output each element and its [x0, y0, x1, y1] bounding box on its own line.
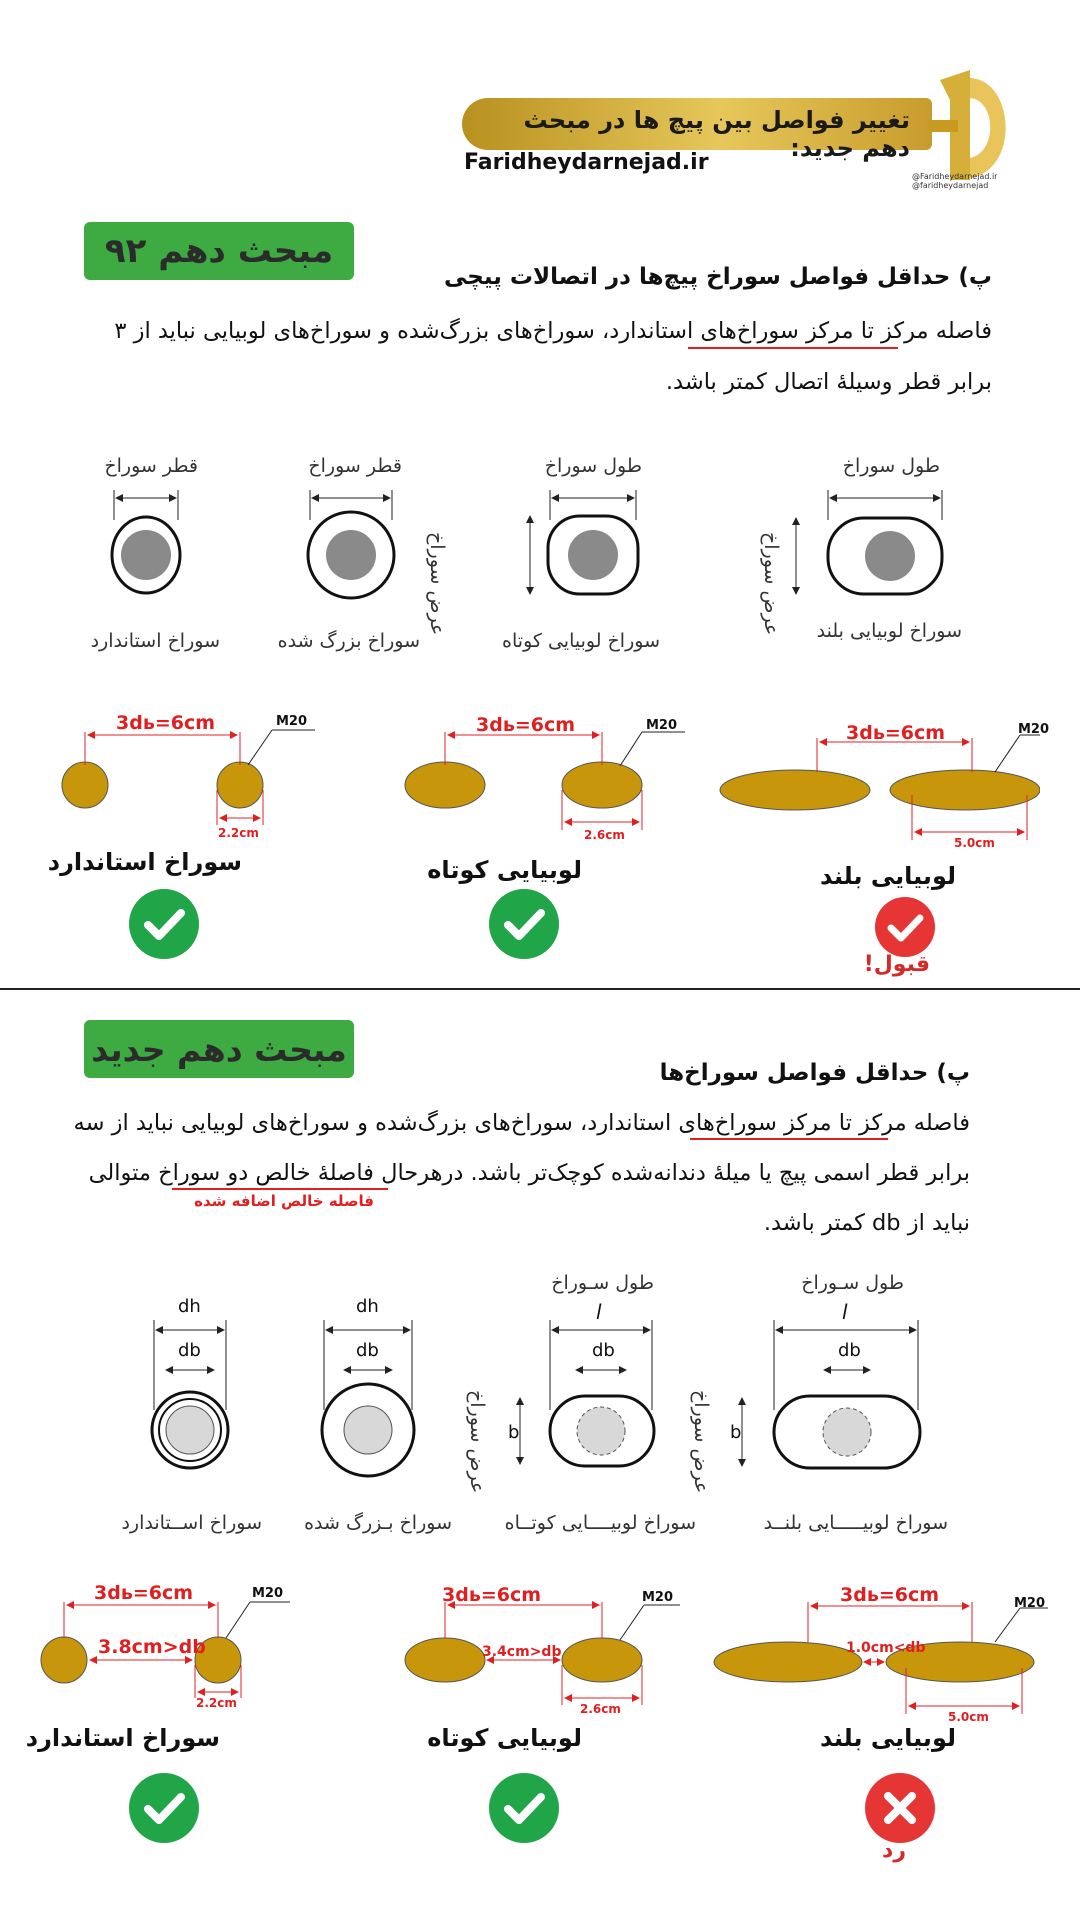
- old-name-short-slot: سوراخ لوبیایی کوتاه: [502, 630, 660, 652]
- new-label-dh-1: dh: [178, 1296, 201, 1317]
- paragraph-new-line2: برابر قطر اسمی پیچ یا میلهٔ دندانه‌شده کوچک‌تر باشد. درهرحال فاصلهٔ خالص دو سوراخ متوالی: [88, 1160, 970, 1186]
- new-label-width-2: عرض سوراخ: [690, 1390, 712, 1494]
- new-caption-short: لوبیایی کوتاه: [427, 1724, 582, 1752]
- old-bolt-3: M20: [1018, 722, 1050, 737]
- new-label-length-2: طول سـوراخ: [801, 1272, 904, 1294]
- new-bolt-2: M20: [642, 1590, 674, 1605]
- new-name-long-slot: سوراخ لوبیـــــایی بلنــد: [763, 1512, 948, 1534]
- underline-old: [688, 347, 898, 349]
- website-url[interactable]: Faridheydarnejad.ir: [464, 150, 709, 175]
- paragraph-new-line3: نباید از db کمتر باشد.: [763, 1210, 970, 1236]
- old-name-long-slot: سوراخ لوبیایی بلند: [816, 620, 962, 642]
- new-name-short-slot: سوراخ لوبیــــایی کوتــاه: [504, 1512, 696, 1534]
- old-caption-long: لوبیایی بلند: [820, 862, 956, 890]
- new-label-b-1: b: [508, 1422, 520, 1443]
- new-clear-1: 3.8cm>db: [98, 1636, 206, 1658]
- paragraph-old-line1: فاصله مرکز تا مرکز سوراخ‌های استاندارد، سوراخ‌های بزرگ‌شده و سوراخ‌های لوبیایی نباید از ۳: [114, 318, 992, 344]
- underline-new-1: [690, 1138, 888, 1140]
- new-bolt-3: M20: [1014, 1596, 1046, 1611]
- new-label-db-2: db: [356, 1340, 379, 1361]
- new-label-b-2: b: [730, 1422, 742, 1443]
- new-label-length-1: طول سـوراخ: [551, 1272, 654, 1294]
- old-caption-standard: سوراخ استاندارد: [47, 848, 242, 876]
- old-name-standard: سوراخ استاندارد: [90, 630, 220, 652]
- old-hole-figures: [80, 480, 980, 620]
- old-size-1: 2.2cm: [218, 826, 259, 840]
- old-bolt-2: M20: [646, 718, 678, 733]
- old-name-oversize: سوراخ بزرگ شده: [277, 630, 420, 652]
- new-spacing-1: 3dь=6cm: [94, 1582, 194, 1604]
- new-hole-figures: [140, 1290, 940, 1520]
- new-label-l-1: l: [596, 1300, 602, 1324]
- old-label-width-1: عرض سوراخ: [426, 532, 448, 636]
- new-size-1: 2.2cm: [196, 1696, 237, 1710]
- old-spacing-3: 3dь=6cm: [846, 722, 946, 744]
- new-size-2: 2.6cm: [580, 1702, 621, 1716]
- new-name-standard: سوراخ اســتاندارد: [121, 1512, 262, 1534]
- new-caption-long: لوبیایی بلند: [820, 1724, 956, 1752]
- old-caption-short: لوبیایی کوتاه: [427, 856, 582, 884]
- new-size-3: 5.0cm: [948, 1710, 989, 1724]
- badge-new: مبحث دهم جدید: [84, 1020, 354, 1078]
- new-spacing-2: 3dь=6cm: [442, 1584, 542, 1606]
- new-clear-2: 3.4cm>db: [482, 1644, 562, 1660]
- new-label-db-4: db: [838, 1340, 861, 1361]
- old-label-length-2: طول سوراخ: [842, 455, 940, 477]
- new-clear-3: 1.0cm<db: [846, 1640, 926, 1656]
- logo-handles: @Faridheydarnejad.ir @faridheydarnejad: [912, 172, 998, 190]
- old-label-diameter-2: قطر سوراخ: [308, 455, 402, 477]
- new-label-db-3: db: [592, 1340, 615, 1361]
- new-label-l-2: l: [842, 1300, 848, 1324]
- new-label-width-1: عرض سوراخ: [466, 1390, 488, 1494]
- check-icon: [128, 1772, 200, 1844]
- paragraph-new-line1: فاصله مرکز تا مرکز سوراخ‌های استاندارد، سوراخ‌های بزرگ‌شده و سوراخ‌های لوبیایی نباید از سه: [73, 1110, 970, 1136]
- new-label-db-1: db: [178, 1340, 201, 1361]
- old-size-3: 5.0cm: [954, 836, 995, 850]
- old-label-length-1: طول سوراخ: [544, 455, 642, 477]
- old-status-accept: قبول!: [863, 952, 930, 977]
- paragraph-old-line2: برابر قطر وسیلهٔ اتصال کمتر باشد.: [665, 369, 992, 395]
- section-divider: [0, 988, 1080, 990]
- new-spacing-3: 3dь=6cm: [840, 1584, 940, 1606]
- old-size-2: 2.6cm: [584, 828, 625, 842]
- old-label-width-2: عرض سوراخ: [760, 532, 782, 636]
- old-spacing-2: 3dь=6cm: [476, 714, 576, 736]
- new-caption-standard: سوراخ استاندارد: [25, 1724, 220, 1752]
- heading-new: پ) حداقل فواصل سوراخ‌ها: [659, 1060, 970, 1086]
- new-name-oversize: سوراخ بـزرگ شده: [304, 1512, 452, 1534]
- note-net-distance: فاصله خالص اضافه شده: [194, 1192, 374, 1210]
- heading-old: پ) حداقل فواصل سوراخ پیچ‌ها در اتصالات پیچی: [443, 264, 992, 290]
- new-status-reject: رد: [882, 1838, 906, 1863]
- new-label-dh-2: dh: [356, 1296, 379, 1317]
- page-title: تغییر فواصل بین پیچ ها در مبحث دهم جدید:: [523, 106, 910, 162]
- old-spacing-1: 3dь=6cm: [116, 712, 216, 734]
- old-label-diameter-1: قطر سوراخ: [104, 455, 198, 477]
- underline-new-2: [172, 1188, 388, 1190]
- badge-old: مبحث دهم ۹۲: [84, 222, 354, 280]
- reject-x-icon: [864, 1772, 936, 1844]
- check-icon: [128, 888, 200, 960]
- new-bolt-1: M20: [252, 1586, 284, 1601]
- old-bolt-1: M20: [276, 714, 308, 729]
- check-icon: [874, 896, 936, 958]
- logo-fd-icon: [910, 60, 1020, 190]
- check-icon: [488, 888, 560, 960]
- check-icon: [488, 1772, 560, 1844]
